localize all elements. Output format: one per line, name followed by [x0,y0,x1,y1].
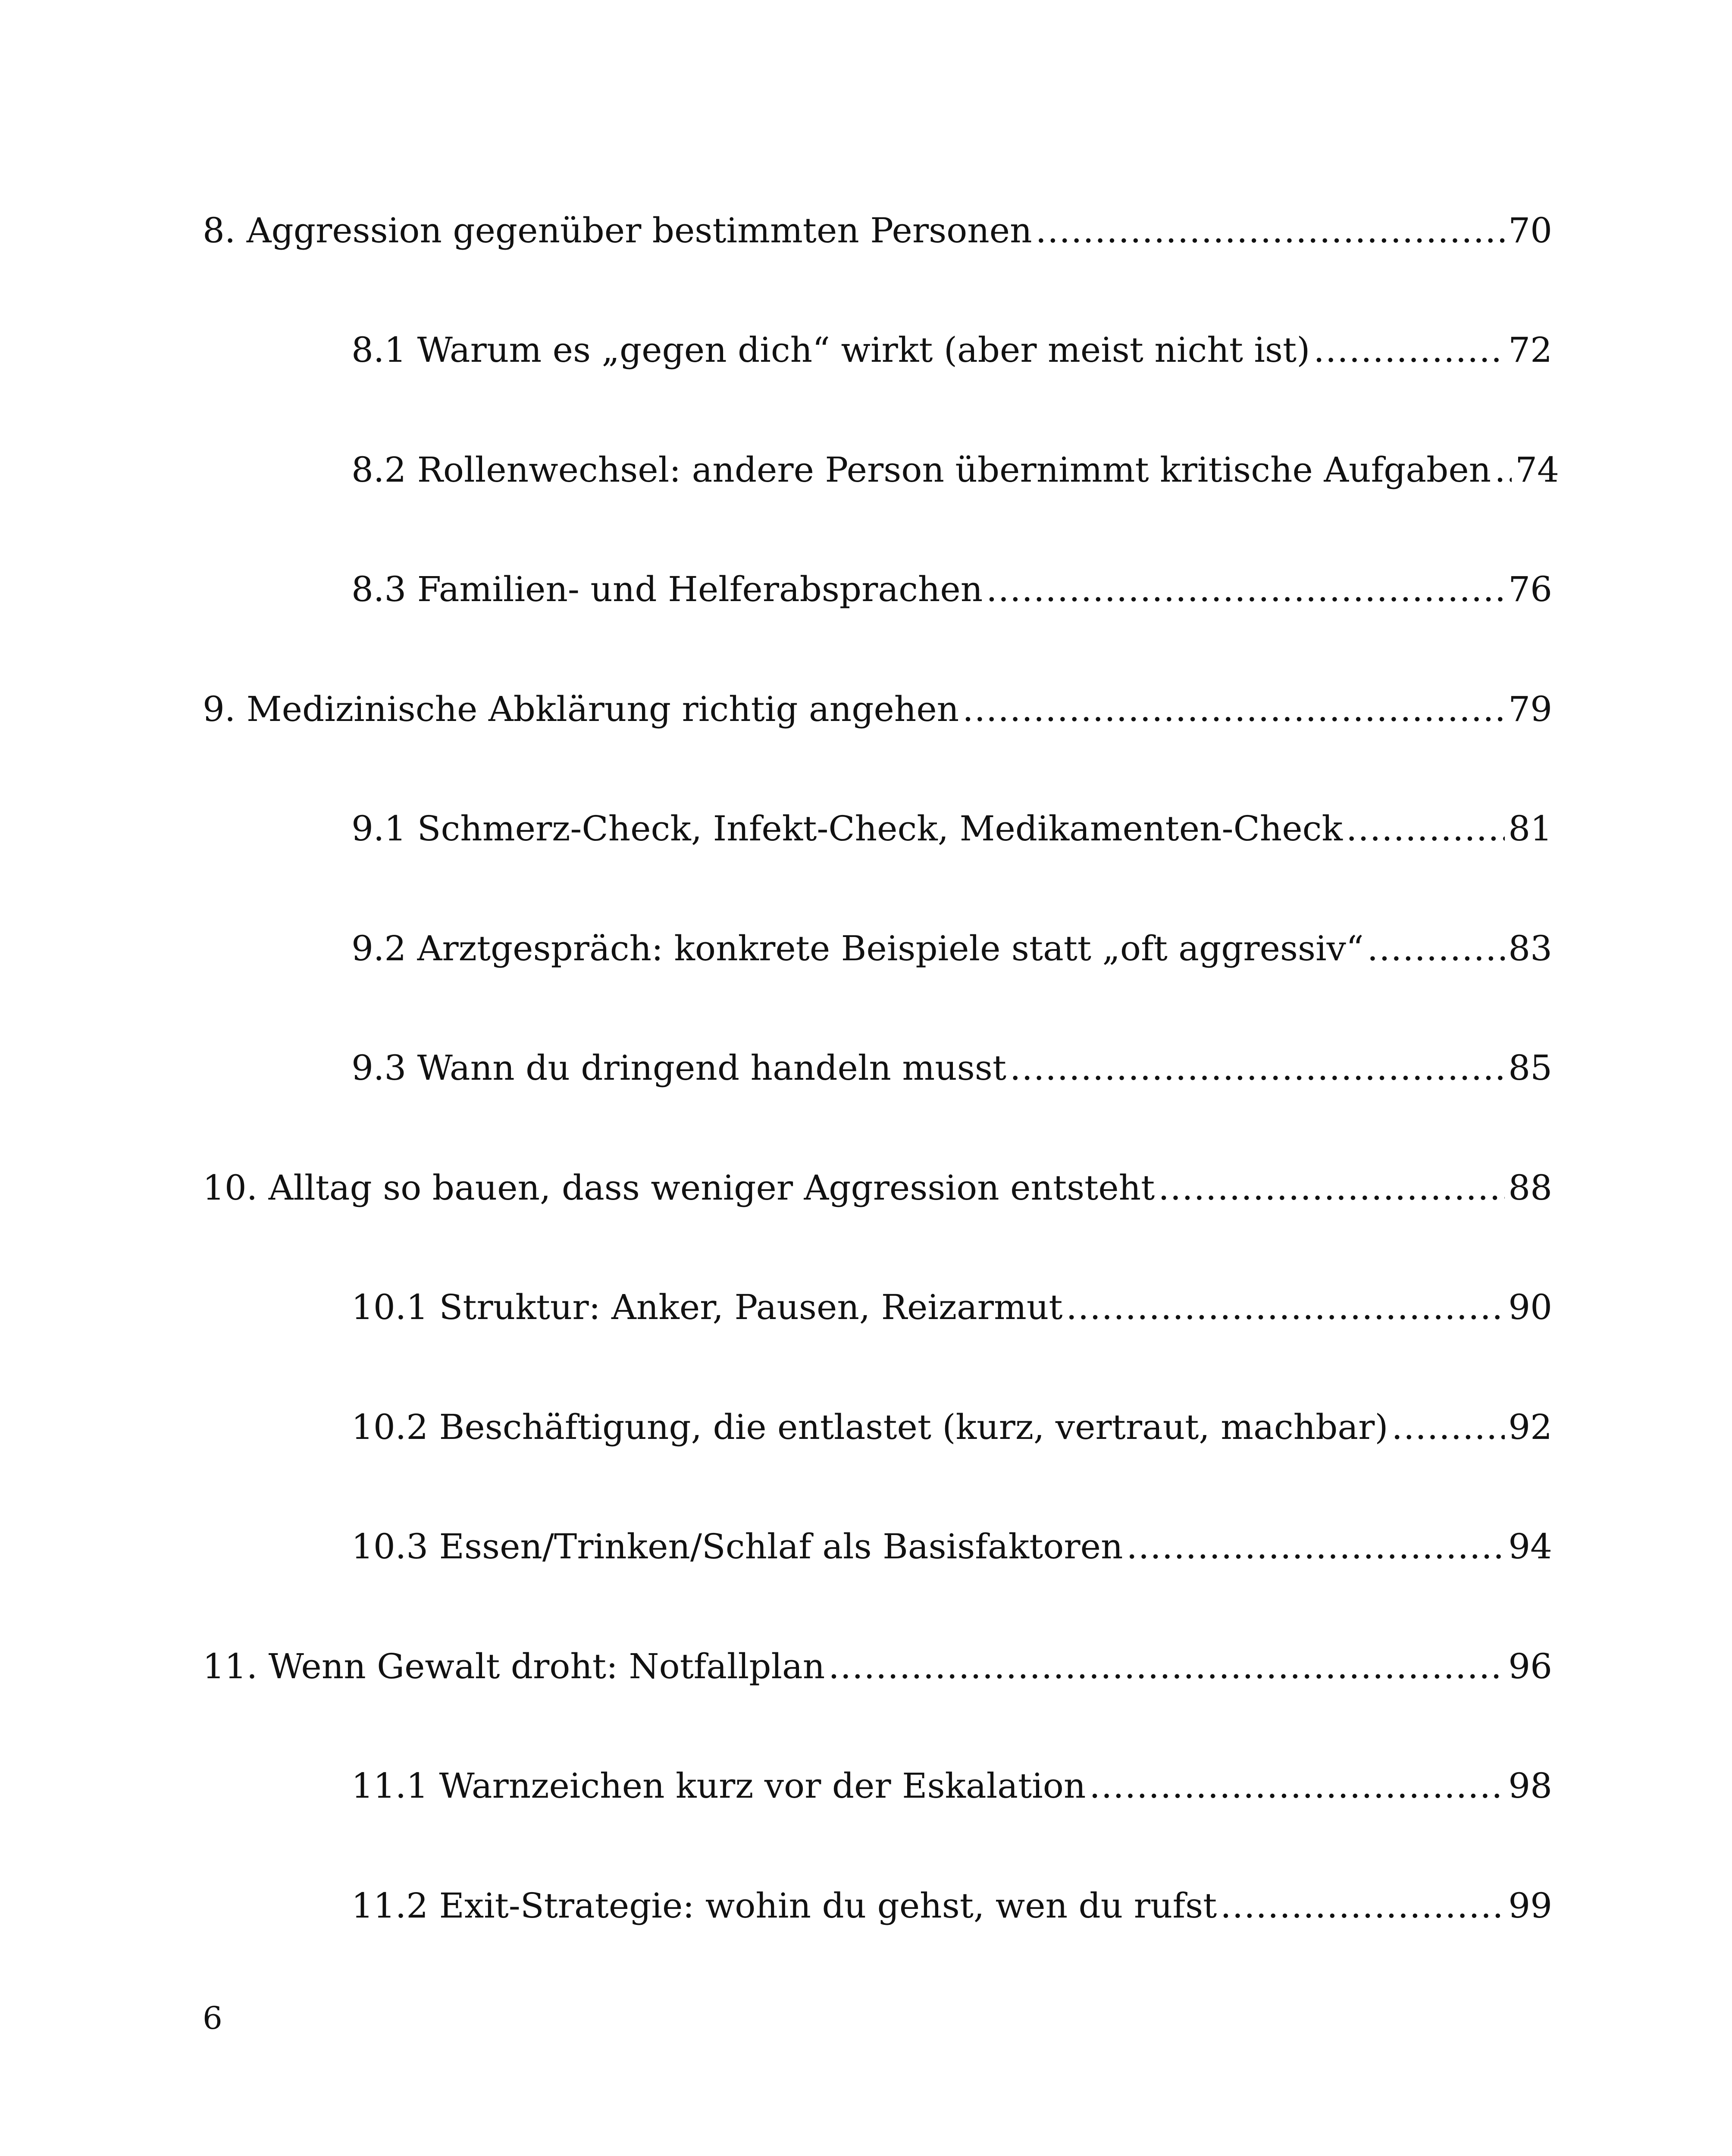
toc-entry-page: 94 [1508,1526,1552,1567]
toc-dot-leader [1346,803,1505,855]
toc-dot-leader [1010,1042,1505,1094]
toc-entry-title: 11.2 Exit-Strategie: wohin du gehst, wen du rufst [351,1886,1217,1926]
toc-entry-section-9-3[interactable] [351,1042,1552,1094]
toc-dot-leader [1158,1162,1505,1214]
toc-entry-title: 10. Alltag so bauen, dass weniger Aggression entsteht [203,1168,1155,1208]
toc-entry-title: 9.3 Wann du dringend handeln musst [351,1048,1007,1088]
toc-entry-page: 85 [1508,1048,1552,1088]
toc-entry-page: 79 [1508,689,1552,729]
toc-dot-leader [1313,324,1505,376]
toc-entry-title: 8.3 Familien- und Helferabsprachen [351,569,983,609]
toc-entry-title: 11.1 Warnzeichen kurz vor der Eskalation [351,1766,1086,1806]
toc-entry-chapter-8[interactable] [203,205,1552,257]
toc-entry-section-9-2[interactable] [351,923,1552,975]
toc-entry-page: 92 [1508,1407,1552,1447]
toc-entry-chapter-9[interactable] [203,683,1552,735]
toc-entry-page: 96 [1508,1646,1552,1686]
toc-entry-page: 83 [1508,928,1552,968]
toc-dot-leader [986,564,1505,615]
toc-entry-title: 9. Medizinische Abklärung richtig angehen [203,689,959,729]
toc-entry-title: 11. Wenn Gewalt droht: Notfallplan [203,1646,825,1686]
toc-entry-page: 88 [1508,1168,1552,1208]
toc-entry-title: 8.2 Rollenwechsel: andere Person übernimmt kritische Aufgaben [351,450,1491,490]
toc-entry-page: 70 [1508,210,1552,251]
toc-entry-title: 9.2 Arztgespräch: konkrete Beispiele statt „oft aggressiv“ [351,928,1364,968]
page-number: 6 [203,2000,222,2036]
toc-entry-section-9-1[interactable] [351,803,1552,855]
toc-dot-leader [1220,1880,1505,1932]
toc-dot-leader [828,1641,1505,1692]
toc-entry-title: 10.2 Beschäftigung, die entlastet (kurz, vertraut, machbar) [351,1407,1388,1447]
toc-entry-title: 10.1 Struktur: Anker, Pausen, Reizarmut [351,1287,1063,1327]
toc-entry-page: 99 [1508,1886,1552,1926]
toc-dot-leader [1367,923,1505,975]
toc-dot-leader [1494,444,1512,496]
toc-entry-title: 9.1 Schmerz-Check, Infekt-Check, Medikamenten-Check [351,808,1343,849]
toc-entry-section-8-3[interactable] [351,564,1552,615]
toc-dot-leader [1089,1760,1505,1812]
toc-dot-leader [1066,1282,1505,1333]
toc-entry-title: 8.1 Warum es „gegen dich“ wirkt (aber meist nicht ist) [351,330,1310,370]
toc-entry-page: 98 [1508,1766,1552,1806]
toc-dot-leader [1127,1521,1505,1573]
toc-entry-section-11-2[interactable] [351,1880,1552,1932]
toc-entry-section-11-1[interactable] [351,1760,1552,1812]
toc-entry-page: 76 [1508,569,1552,609]
toc-entry-section-8-2[interactable] [351,444,1559,496]
toc-entry-page: 81 [1508,808,1552,849]
toc-entry-page: 74 [1515,450,1559,490]
toc-entry-section-10-1[interactable] [351,1282,1552,1333]
toc-entry-chapter-10[interactable] [203,1162,1552,1214]
toc-dot-leader [1036,205,1505,257]
toc-entry-page: 72 [1508,330,1552,370]
toc-dot-leader [962,683,1505,735]
toc-entry-page: 90 [1508,1287,1552,1327]
toc-dot-leader [1392,1401,1505,1453]
toc-entry-chapter-11[interactable] [203,1641,1552,1692]
toc-entry-section-8-1[interactable] [351,324,1552,376]
toc-entry-title: 10.3 Essen/Trinken/Schlaf als Basisfaktoren [351,1526,1123,1567]
toc-entry-title: 8. Aggression gegenüber bestimmten Personen [203,210,1032,251]
toc-entry-section-10-3[interactable] [351,1521,1552,1573]
toc-entry-section-10-2[interactable] [351,1401,1552,1453]
